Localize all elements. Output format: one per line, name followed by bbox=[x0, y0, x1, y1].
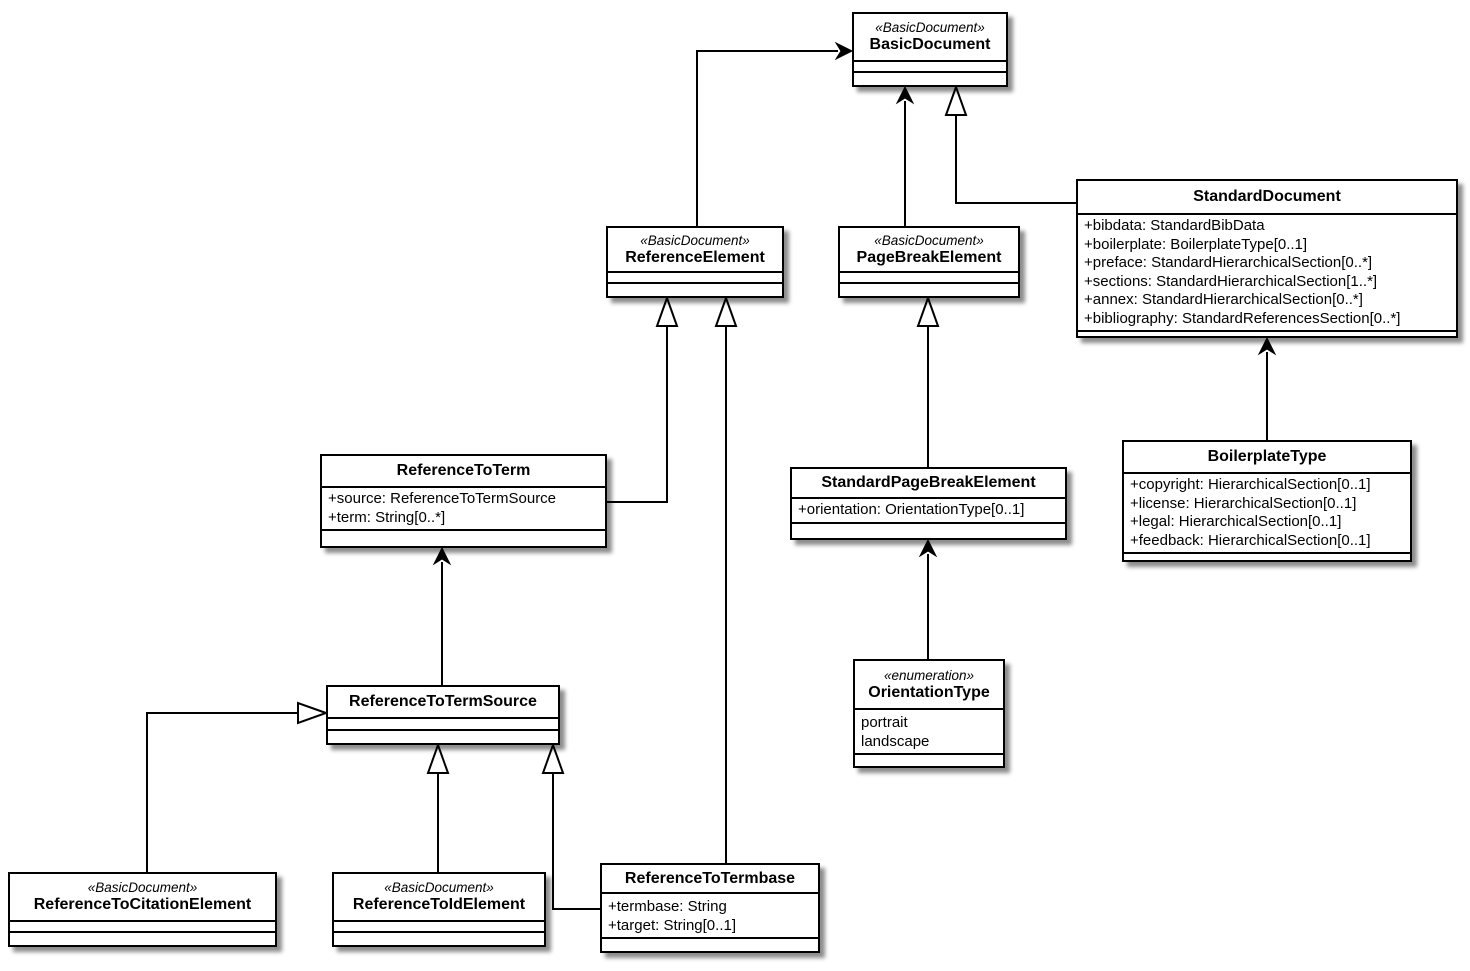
arrowhead-generalization-icon bbox=[918, 298, 938, 326]
class-stereotype: «BasicDocument» bbox=[640, 232, 750, 248]
operations-compartment bbox=[10, 931, 275, 945]
operations-compartment bbox=[840, 282, 1018, 296]
operations-compartment bbox=[1078, 330, 1456, 336]
operations-compartment bbox=[792, 522, 1065, 539]
attribute: +annex: StandardHierarchicalSection[0..*] bbox=[1084, 291, 1363, 308]
attributes-compartment bbox=[1078, 213, 1456, 330]
arrowhead-association-icon bbox=[1259, 338, 1275, 354]
class-name: BasicDocument bbox=[869, 36, 991, 53]
class-header bbox=[328, 687, 558, 717]
arrowhead-generalization-icon bbox=[298, 703, 326, 723]
class-name: PageBreakElement bbox=[856, 248, 1002, 266]
class-header bbox=[792, 469, 1065, 497]
attribute: +copyright: HierarchicalSection[0..1] bbox=[1130, 476, 1371, 493]
enum-literals-compartment bbox=[855, 708, 1003, 753]
class-reference-element bbox=[606, 226, 784, 298]
class-standard-document bbox=[1076, 179, 1458, 338]
attribute: +sections: StandardHierarchicalSection[1..*] bbox=[1084, 272, 1378, 290]
class-name: ReferenceToTermbase bbox=[624, 869, 796, 887]
class-header bbox=[1078, 181, 1456, 213]
class-name: StandardDocument bbox=[1193, 188, 1341, 205]
operations-compartment bbox=[854, 71, 1006, 85]
attribute: +legal: HierarchicalSection[0..1] bbox=[1130, 513, 1342, 530]
class-stereotype: «BasicDocument» bbox=[384, 880, 494, 895]
arrowhead-generalization-icon bbox=[543, 745, 563, 773]
class-name: ReferenceToIdElement bbox=[352, 896, 526, 913]
class-page-break-element bbox=[838, 226, 1020, 298]
class-header bbox=[608, 228, 782, 271]
attribute: +bibliography: StandardReferencesSection[0..*] bbox=[1084, 309, 1401, 327]
class-reference-to-citation-element bbox=[8, 872, 277, 947]
class-header bbox=[840, 228, 1018, 271]
operations-compartment bbox=[322, 529, 605, 546]
attributes-compartment bbox=[1124, 472, 1410, 552]
operations-compartment bbox=[855, 753, 1003, 766]
attribute: +termbase: String bbox=[608, 898, 727, 915]
class-basic-document bbox=[852, 12, 1008, 87]
class-name: ReferenceToCitationElement bbox=[33, 896, 252, 913]
arrowhead-generalization-icon bbox=[657, 298, 677, 326]
class-stereotype: «BasicDocument» bbox=[874, 232, 984, 248]
arrowhead-association-icon bbox=[897, 87, 913, 103]
enum-literal: portrait bbox=[861, 714, 908, 731]
operations-compartment bbox=[328, 729, 558, 743]
operations-compartment bbox=[1124, 552, 1410, 560]
arrowhead-association-icon bbox=[434, 548, 450, 564]
attribute: +license: HierarchicalSection[0..1] bbox=[1130, 494, 1357, 512]
attributes-compartment bbox=[792, 497, 1065, 522]
attribute: +bibdata: StandardBibData bbox=[1084, 217, 1265, 234]
attributes-compartment bbox=[854, 60, 1006, 71]
attribute: +feedback: HierarchicalSection[0..1] bbox=[1130, 531, 1371, 549]
attribute: +target: String[0..1] bbox=[608, 916, 736, 934]
class-stereotype: «BasicDocument» bbox=[875, 20, 985, 35]
class-boilerplate-type bbox=[1122, 440, 1412, 562]
class-name: OrientationType bbox=[868, 683, 990, 701]
class-orientation-type bbox=[853, 659, 1005, 768]
class-name: StandardPageBreakElement bbox=[821, 474, 1036, 491]
class-header bbox=[10, 874, 275, 920]
class-reference-to-termbase bbox=[600, 863, 820, 953]
class-reference-to-term-source bbox=[326, 685, 560, 745]
edge-referencetotermbase-referencetotermsource bbox=[553, 774, 600, 909]
arrowhead-generalization-icon bbox=[946, 87, 966, 115]
class-header bbox=[855, 661, 1003, 708]
attributes-compartment bbox=[328, 717, 558, 729]
operations-compartment bbox=[608, 282, 782, 296]
class-header bbox=[602, 865, 818, 892]
class-header bbox=[322, 456, 605, 486]
enum-literal: landscape bbox=[861, 732, 930, 750]
class-reference-to-id-element bbox=[332, 872, 546, 947]
operations-compartment bbox=[602, 937, 818, 951]
class-header bbox=[1124, 442, 1410, 472]
class-header bbox=[854, 14, 1006, 60]
class-stereotype: «enumeration» bbox=[883, 667, 975, 683]
attribute: +orientation: OrientationType[0..1] bbox=[798, 501, 1025, 518]
class-standard-page-break-element bbox=[790, 467, 1067, 540]
attributes-compartment bbox=[10, 920, 275, 931]
attribute: +term: String[0..*] bbox=[328, 508, 446, 526]
attribute: +source: ReferenceToTermSource bbox=[328, 490, 557, 507]
class-reference-to-term bbox=[320, 454, 607, 548]
attributes-compartment bbox=[608, 271, 782, 282]
attributes-compartment bbox=[322, 486, 605, 529]
arrowhead-association-icon bbox=[836, 43, 852, 59]
arrowhead-association-icon bbox=[920, 540, 936, 556]
attribute: +preface: StandardHierarchicalSection[0..*] bbox=[1084, 254, 1373, 271]
class-stereotype: «BasicDocument» bbox=[87, 880, 198, 895]
class-name: ReferenceToTerm bbox=[396, 462, 531, 479]
edge-standarddocument-basicdocument bbox=[956, 114, 1076, 203]
operations-compartment bbox=[334, 931, 544, 945]
edge-referencetocitationelement-referencetotermsource bbox=[147, 713, 299, 872]
class-name: BoilerplateType bbox=[1207, 448, 1327, 465]
attributes-compartment bbox=[602, 892, 818, 937]
arrowhead-generalization-icon bbox=[428, 745, 448, 773]
edge-referenceelement-basicdocument bbox=[697, 51, 838, 226]
edge-referencetoterm-referenceelement bbox=[607, 325, 667, 502]
attribute: +boilerplate: BoilerplateType[0..1] bbox=[1084, 235, 1308, 253]
attributes-compartment bbox=[840, 271, 1018, 282]
attributes-compartment bbox=[334, 920, 544, 931]
class-name: ReferenceToTermSource bbox=[349, 693, 537, 710]
arrowhead-generalization-icon bbox=[716, 298, 736, 326]
class-name: ReferenceElement bbox=[625, 248, 765, 266]
class-header bbox=[334, 874, 544, 920]
